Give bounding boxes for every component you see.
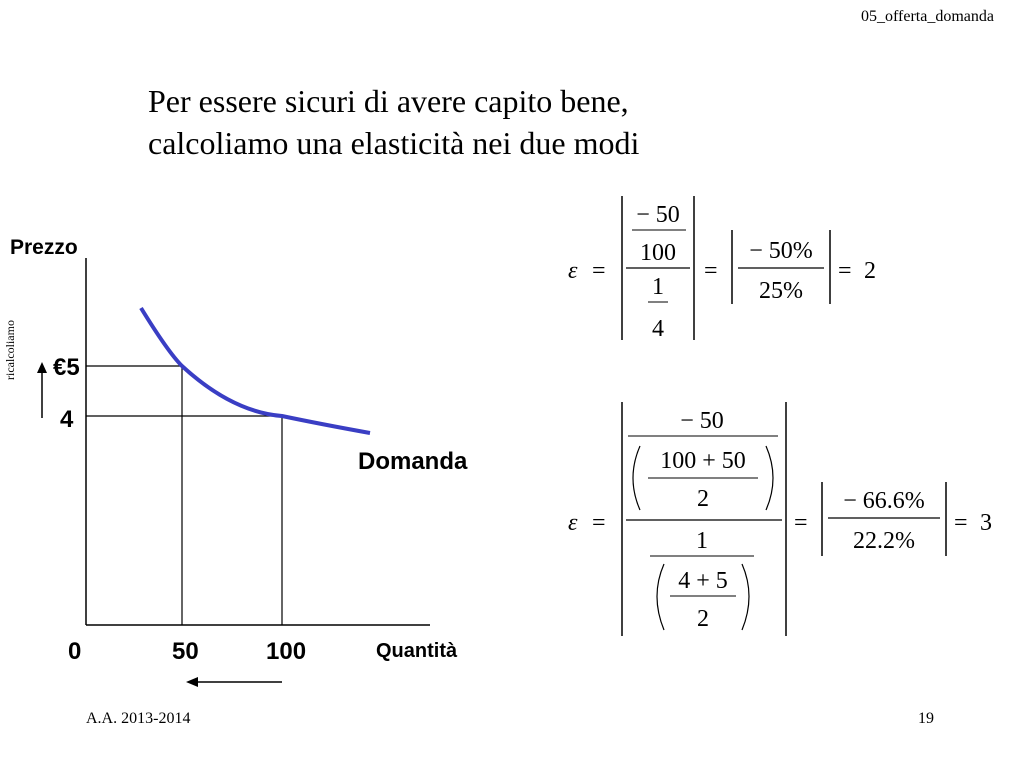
formula2-paren-right-1 [766, 446, 773, 510]
formula1-num-den: 100 [640, 240, 676, 266]
formula1-result: 2 [864, 258, 876, 284]
page-number: 19 [918, 710, 934, 727]
title-line-1: Per essere sicuri di avere capito bene, [148, 83, 629, 119]
formula2-den-num: 1 [696, 528, 708, 554]
formula2-eq2: = [794, 510, 808, 536]
file-name-header: 05_offerta_domanda [861, 8, 994, 25]
formula1-mid-num: − 50% [749, 238, 813, 264]
price-high-label: €5 [53, 354, 80, 381]
formula2-eq3: = [954, 510, 968, 536]
y-axis-label: Prezzo [10, 236, 78, 259]
formula1-eq1: = [592, 258, 606, 284]
formula2-den-den-num: 4 + 5 [678, 568, 728, 594]
curve-label: Domanda [358, 448, 468, 475]
formula2-mid-den: 22.2% [853, 528, 915, 554]
formula-1 [560, 190, 900, 350]
formula2-paren-left-1 [633, 446, 640, 510]
price-arrow-head-icon [37, 362, 47, 373]
formula1-num-num: − 50 [636, 202, 680, 228]
formula2-den-den-den: 2 [697, 606, 709, 632]
title-line-2: calcoliamo una elasticità nei due modi [148, 125, 640, 161]
footer-academic-year: A.A. 2013-2014 [86, 710, 191, 727]
formula1-eq3: = [838, 258, 852, 284]
qty-arrow-head-icon [186, 677, 198, 687]
formula2-num-num: − 50 [680, 408, 724, 434]
qty-50-label: 50 [172, 638, 199, 665]
formula1-mid-den: 25% [759, 278, 803, 304]
demand-curve [141, 308, 370, 433]
price-low-label: 4 [60, 406, 74, 433]
formula2-eq1: = [592, 510, 606, 536]
formula2-result: 3 [980, 510, 992, 536]
formula2-paren-left-2 [657, 564, 664, 630]
formula-2 [560, 398, 1010, 640]
x-axis-label: Quantità [376, 640, 458, 662]
formula2-mid-num: − 66.6% [843, 488, 925, 514]
formula1-den-num: 1 [652, 274, 664, 300]
formula2-epsilon: ε [568, 510, 578, 536]
formula2-num-den-den: 2 [697, 486, 709, 512]
formula2-num-den-num: 100 + 50 [660, 448, 746, 474]
side-note: ricalcoliamo [3, 320, 17, 380]
formula1-epsilon: ε [568, 258, 578, 284]
formula1-den-den: 4 [652, 316, 664, 342]
qty-origin-label: 0 [68, 638, 82, 665]
qty-100-label: 100 [266, 638, 307, 665]
formula2-paren-right-2 [742, 564, 749, 630]
formula1-eq2: = [704, 258, 718, 284]
